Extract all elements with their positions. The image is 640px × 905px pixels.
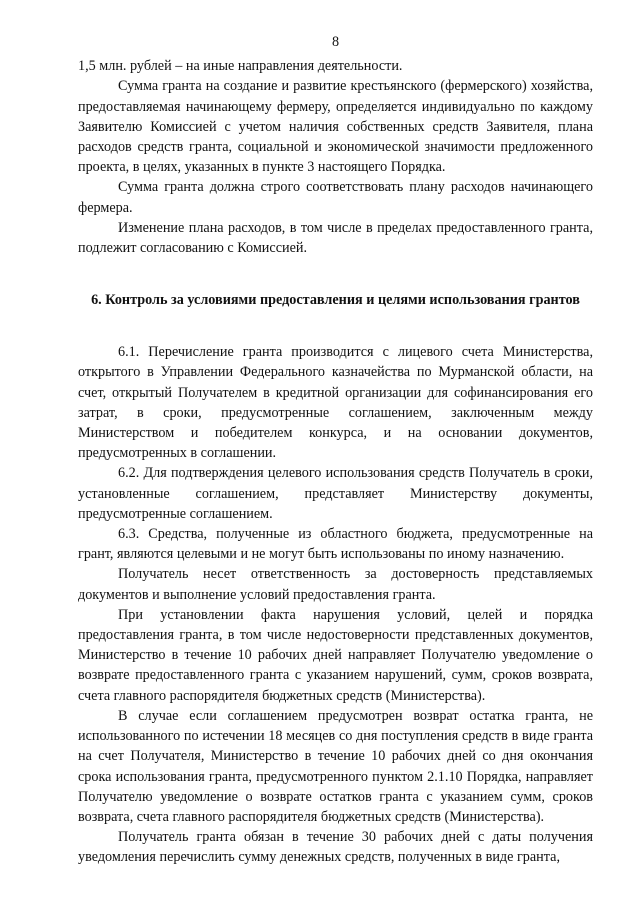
paragraph: 1,5 млн. рублей – на иные направления деятельности.: [78, 58, 403, 75]
paragraph: Изменение плана расходов, в том числе в пределах предоставленного гранта, подлежит согласованию с Комиссией.: [78, 219, 593, 257]
section-heading: 6. Контроль за условиями предоставления и целями использования грантов: [91, 292, 580, 309]
paragraph: Получатель несет ответственность за достоверность представляемых документов и выполнение условий предоставления гранта.: [78, 566, 593, 603]
paragraph: 6.3. Средства, полученные из областного бюджета, предусмотренные на грант, являются целевыми и не могут быть использованы по иному назначению.: [78, 526, 593, 563]
paragraph: Сумма гранта на создание и развитие крестьянского (фермерского) хозяйства, предоставляемая начинающему фермеру, определяется индивидуально по каждому Заявителю Комиссией с учетом наличия собственных средств Заявителя, плана расходов средств гранта, социальной и экономической значимости предложенного проекта, в целях, указанных в пункте 3 настоящего Порядка.: [78, 78, 593, 176]
text-block-before: [78, 56, 593, 258]
paragraph: 6.2. Для подтверждения целевого использования средств Получатель в сроки, установленные соглашением, представляет Министерству документы, предусмотренные соглашением.: [78, 465, 593, 522]
page-number: 8: [331, 34, 340, 50]
paragraph: В случае если соглашением предусмотрен возврат остатка гранта, не использованного по истечении 18 месяцев со дня поступления средств в виде гранта на счет Получателя, Министерство в течение 10 рабочих дней со дня окончания срока использования гранта, предусмотренного пунктом 2.1.10 Порядка, направляет Получателю уведомление о возврате остатков гранта с указанием сумм, сроков возврата, счета главного распорядителя бюджетных средств (Министерства).: [78, 707, 593, 825]
paragraph: При установлении факта нарушения условий, целей и порядка предоставления гранта, в том числе недостоверности представленных документов, Министерство в течение 10 рабочих дней направляет Получателю уведомление о возврате предоставленного гранта с указанием нарушений, сумм, сроков возврата, счета главного распорядителя бюджетных средств (Министерства).: [78, 606, 593, 704]
paragraph: Сумма гранта должна строго соответствовать плану расходов начинающего фермера.: [78, 179, 593, 216]
paragraph: Получатель гранта обязан в течение 30 рабочих дней с даты получения уведомления перечислить сумму денежных средств, полученных в виде гранта,: [78, 829, 593, 866]
text-block-after: [78, 342, 593, 867]
paragraph: 6.1. Перечисление гранта производится с лицевого счета Министерства, открытого в Управлении Федерального казначейства по Мурманской области, на счет, открытый Получателем в кредитной организации для софинансирования его затрат, в сроки, предусмотренные соглашением, заключенным между Министерством и победителем конкурса, и на основании документов, предусмотренных в соглашении.: [78, 344, 593, 462]
